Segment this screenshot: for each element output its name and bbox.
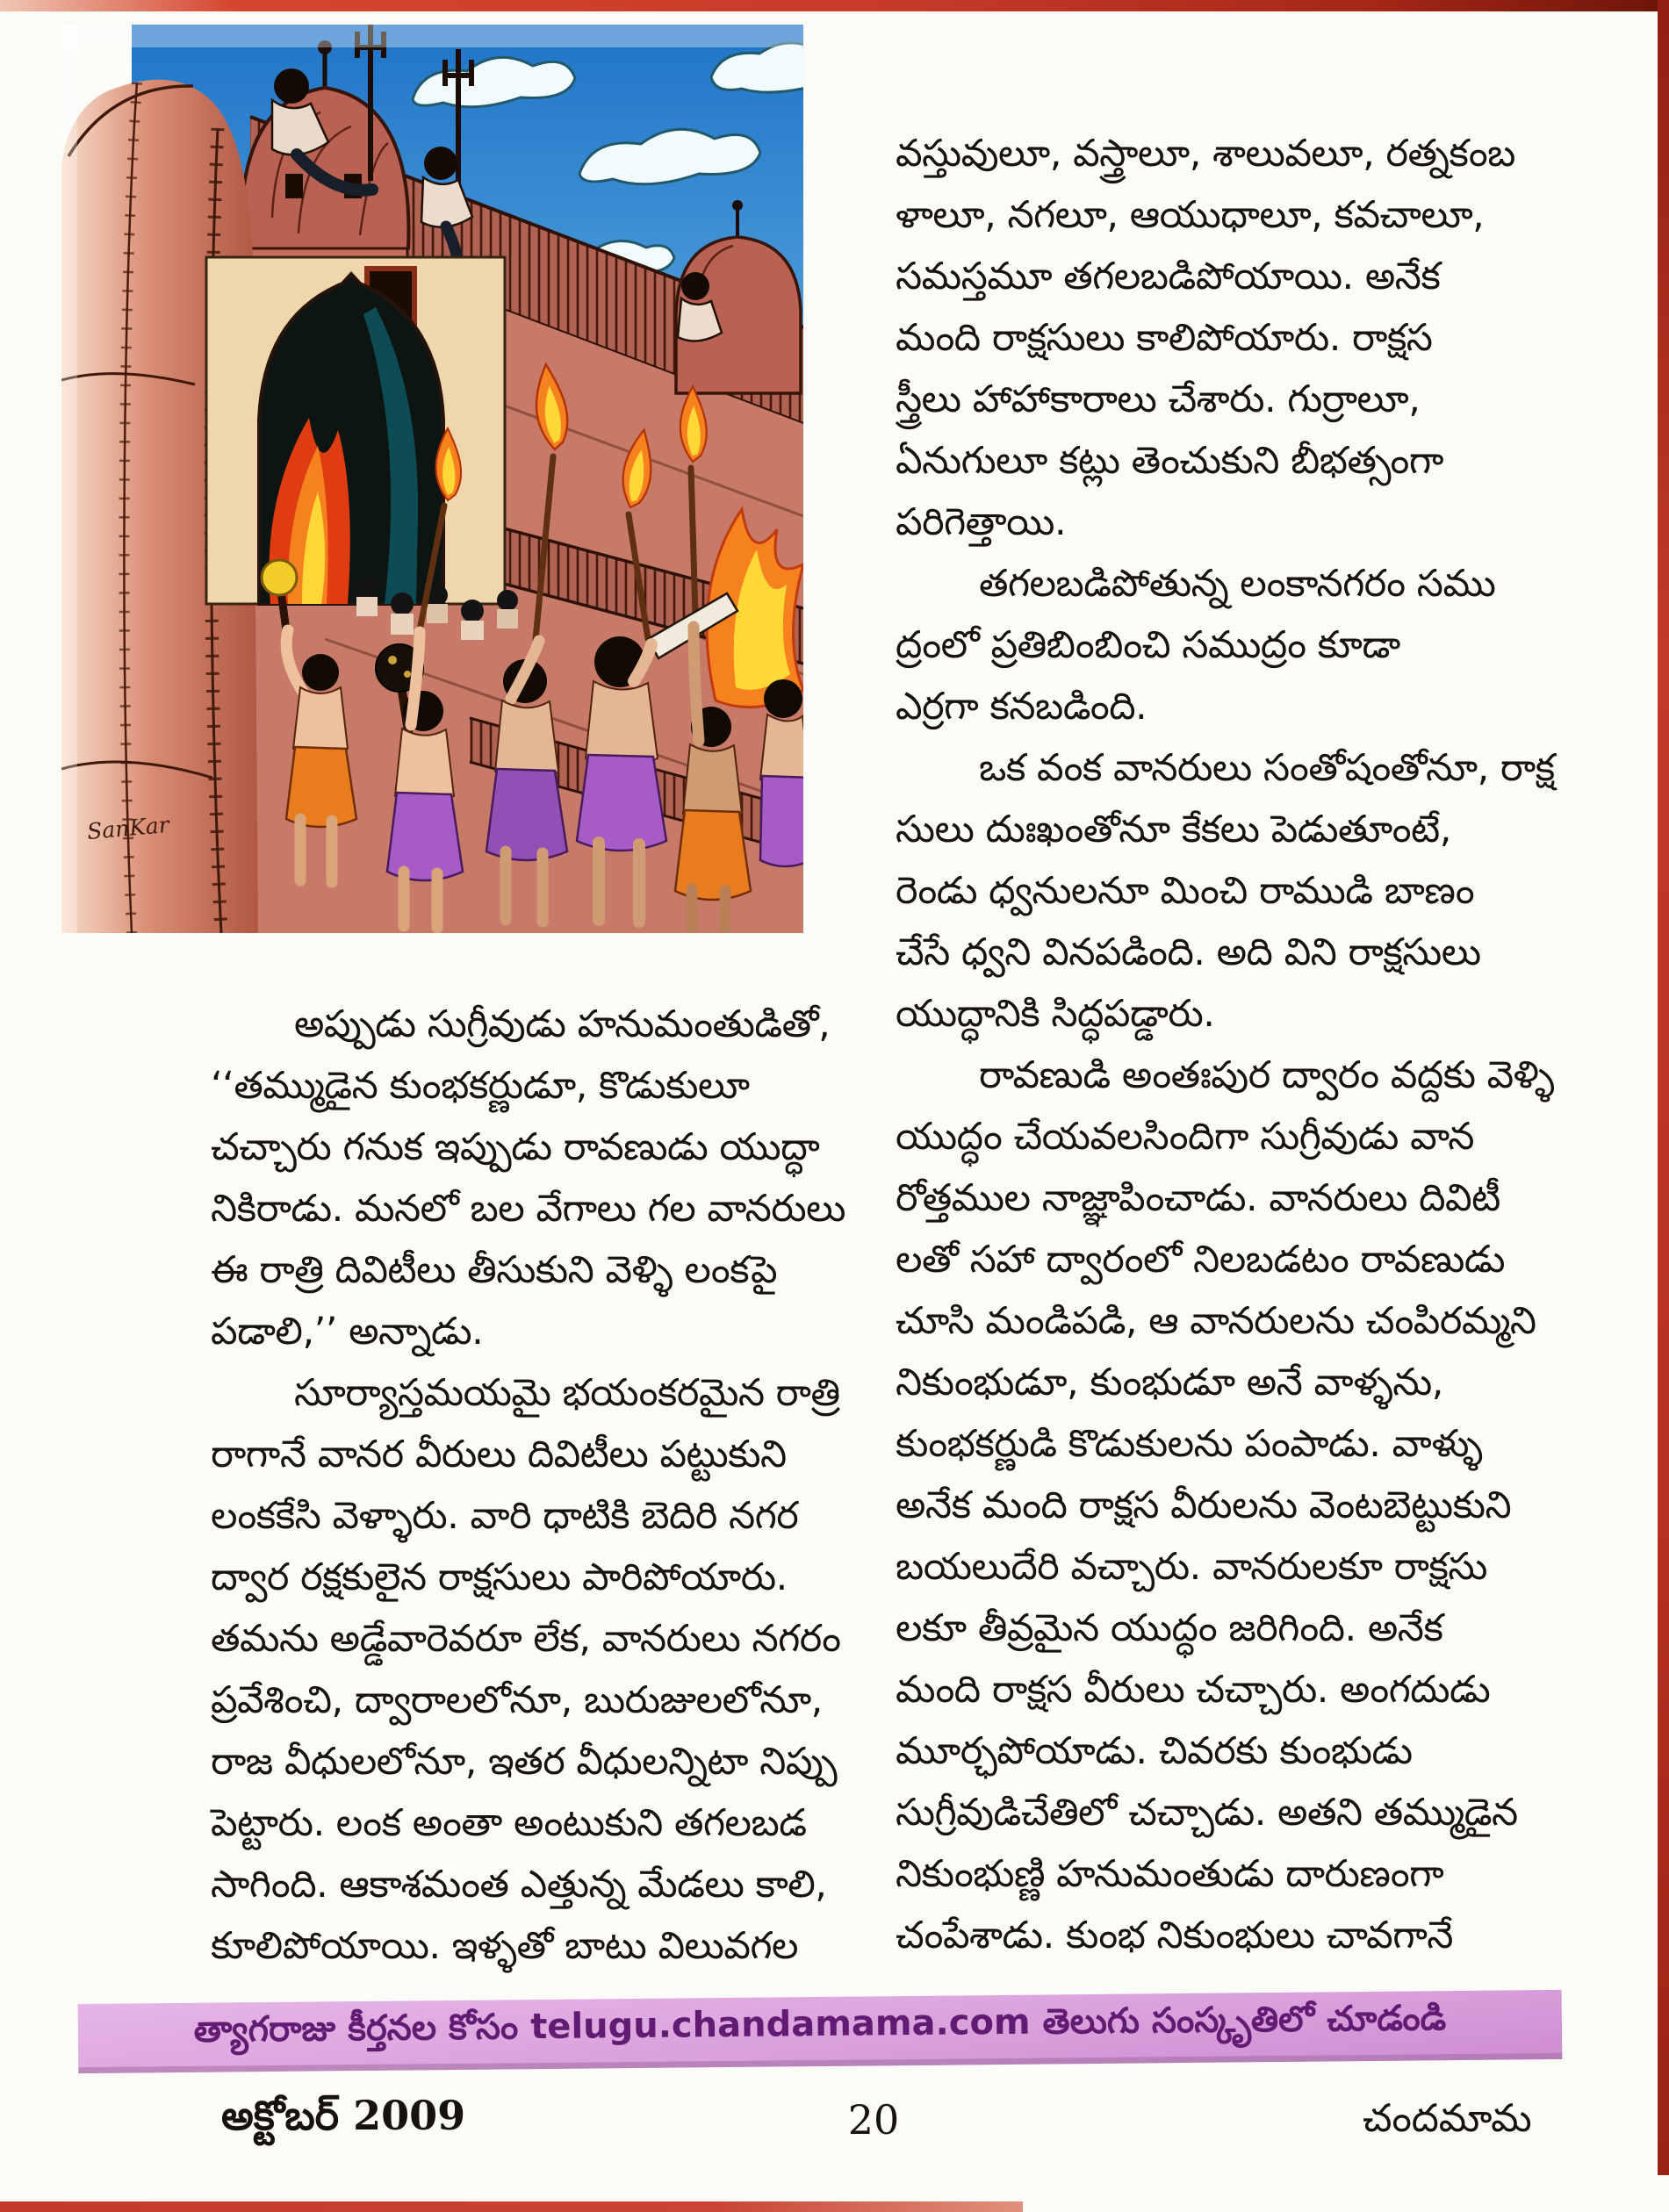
text-line: నికుంభుడూ, కుంభుడూ అనే వాళ్ళను, <box>896 1361 1443 1404</box>
right-column <box>896 123 1555 1966</box>
text-line: నికుంభుణ్ణి హనుమంతుడు దారుణంగా <box>896 1852 1444 1896</box>
text-line: రాజ వీధులలోనూ, ఇతర వీధులన్నిటా నిప్పు <box>211 1740 838 1784</box>
text-line: పరిగెత్తాయి. <box>896 500 1067 544</box>
footer-magazine-name: చందమామ <box>1363 2096 1532 2141</box>
page-edge-top <box>0 0 1669 11</box>
text-line: అనేక మంది రాక్షస వీరులను వెంటబెట్టుకుని <box>896 1483 1512 1527</box>
text-line: ఎర్రగా కనబడింది. <box>896 685 1147 729</box>
text-line: యుద్ధానికి సిద్ధపడ్డారు. <box>896 992 1215 1036</box>
text-line: చంపేశాడు. కుంభ నికుంభులు చావగానే <box>896 1914 1453 1957</box>
text-line: పెట్టారు. లంక అంతా అంటుకుని తగలబడ <box>211 1801 807 1845</box>
text-line: మంది రాక్షసులు కాలిపోయారు. రాక్షస <box>896 316 1433 360</box>
text-line: చచ్చారు గనుక ఇప్పుడు రావణుడు యుద్ధా <box>211 1125 820 1169</box>
story-illustration <box>61 25 803 933</box>
text-line: మూర్ఛపోయాడు. చివరకు కుంభుడు <box>896 1729 1413 1773</box>
text-line: కూలిపోయాయి. ఇళ్ళతో బాటు విలువగల <box>211 1924 799 1968</box>
artist-signature: SanKar <box>85 811 170 844</box>
page-edge-bottom <box>0 2201 1023 2212</box>
scan-fade-top <box>61 25 803 47</box>
footer-issue-date: అక్టోబర్ 2009 <box>221 2092 466 2139</box>
text-line: సమస్తమూ తగలబడిపోయాయి. అనేక <box>896 255 1441 298</box>
text-line: చూసి మండిపడి, ఆ వానరులను చంపిరమ్మని <box>896 1299 1536 1343</box>
text-line: తమను అడ్డేవారెవరూ లేక, వానరులు నగరం <box>211 1617 841 1661</box>
page-edge-right <box>1658 0 1669 2175</box>
text-line: అప్పుడు సుగ్రీవుడు హనుమంతుడితో, <box>294 1002 831 1046</box>
text-line: సూర్యాస్తమయమై భయంకరమైన రాత్రి <box>294 1371 840 1415</box>
text-line: ‘‘తమ్ముడైన కుంభకర్ణుడూ, కొడుకులూ <box>211 1064 750 1108</box>
text-line: తగలబడిపోతున్న లంకానగరం సము <box>979 562 1496 606</box>
text-line: లతో సహా ద్వారంలో నిలబడటం రావణుడు <box>896 1238 1506 1282</box>
promo-banner <box>78 1990 1563 2073</box>
fortress-scene <box>61 25 803 933</box>
text-line: నికిరాడు. మనలో బల వేగాలు గల వానరులు <box>211 1187 846 1231</box>
left-column <box>211 994 847 1977</box>
text-line: లకూ తీవ్రమైన యుద్ధం జరిగింది. అనేక <box>896 1606 1443 1650</box>
text-line: ద్రంలో ప్రతిబింబించి సముద్రం కూడా <box>896 623 1400 667</box>
scan-fade-left <box>61 25 77 933</box>
text-line: సాగింది. ఆకాశమంత ఎత్తున్న మేడలు కాలి, <box>211 1863 827 1907</box>
text-line: రావణుడి అంతఃపుర ద్వారం వద్దకు వెళ్ళి <box>979 1053 1555 1097</box>
text-line: ఈ రాత్రి దివిటీలు తీసుకుని వెళ్ళి లంకపై <box>211 1248 778 1292</box>
gateway <box>206 257 505 604</box>
text-line: ద్వార రక్షకులైన రాక్షసులు పారిపోయారు. <box>211 1555 788 1599</box>
text-line: రెండు ధ్వనులనూ మించి రాముడి బాణం <box>896 869 1475 913</box>
text-line: కుంభకర్ణుడి కొడుకులను పంపాడు. వాళ్ళు <box>896 1422 1483 1466</box>
text-line: పడాలి,’’ అన్నాడు. <box>211 1310 484 1354</box>
text-line: బయలుదేరి వచ్చారు. వానరులకూ రాక్షసు <box>896 1545 1487 1589</box>
text-line: ళాలూ, నగలూ, ఆయుధాలూ, కవచాలూ, <box>896 193 1485 237</box>
text-line: సులు దుఃఖంతోనూ కేకలు పెడుతూంటే, <box>896 808 1451 851</box>
text-line: లంకకేసి వెళ్ళారు. వారి ధాటికి బెదిరి నగర <box>211 1494 799 1538</box>
text-line: స్త్రీలు హాహాకారాలు చేశారు. గుర్రాలూ, <box>896 377 1421 421</box>
text-line: యుద్ధం చేయవలసిందిగా సుగ్రీవుడు వాన <box>896 1115 1474 1159</box>
text-line: వస్తువులూ, వస్త్రాలూ, శాలువలూ, రత్నకంబ <box>896 132 1515 176</box>
text-line: ఒక వంక వానరులు సంతోషంతోనూ, రాక్ష <box>979 746 1555 790</box>
promo-banner-text: త్యాగరాజు కీర్తనల కోసం telugu.chandamama.com తెలుగు సంస్కృతిలో చూడండి <box>193 1998 1447 2050</box>
text-line: రాగానే వానర వీరులు దివిటీలు పట్టుకుని <box>211 1433 787 1476</box>
text-line: సుగ్రీవుడిచేతిలో చచ్చాడు. అతని తమ్ముడైన <box>896 1791 1518 1835</box>
text-line: మంది రాక్షస వీరులు చచ్చారు. అంగదుడు <box>896 1668 1491 1712</box>
text-line: ప్రవేశించి, ద్వారాలలోనూ, బురుజులలోనూ, <box>211 1678 823 1722</box>
text-line: ఏనుగులూ కట్లు తెంచుకుని బీభత్సంగా <box>896 439 1443 483</box>
footer-page-number: 20 <box>847 2096 900 2144</box>
text-line: చేసే ధ్వని వినపడింది. అది విని రాక్షసులు <box>896 930 1481 974</box>
text-line: రోత్తముల నాజ్ఞాపించాడు. వానరులు దివిటీ <box>896 1176 1500 1220</box>
